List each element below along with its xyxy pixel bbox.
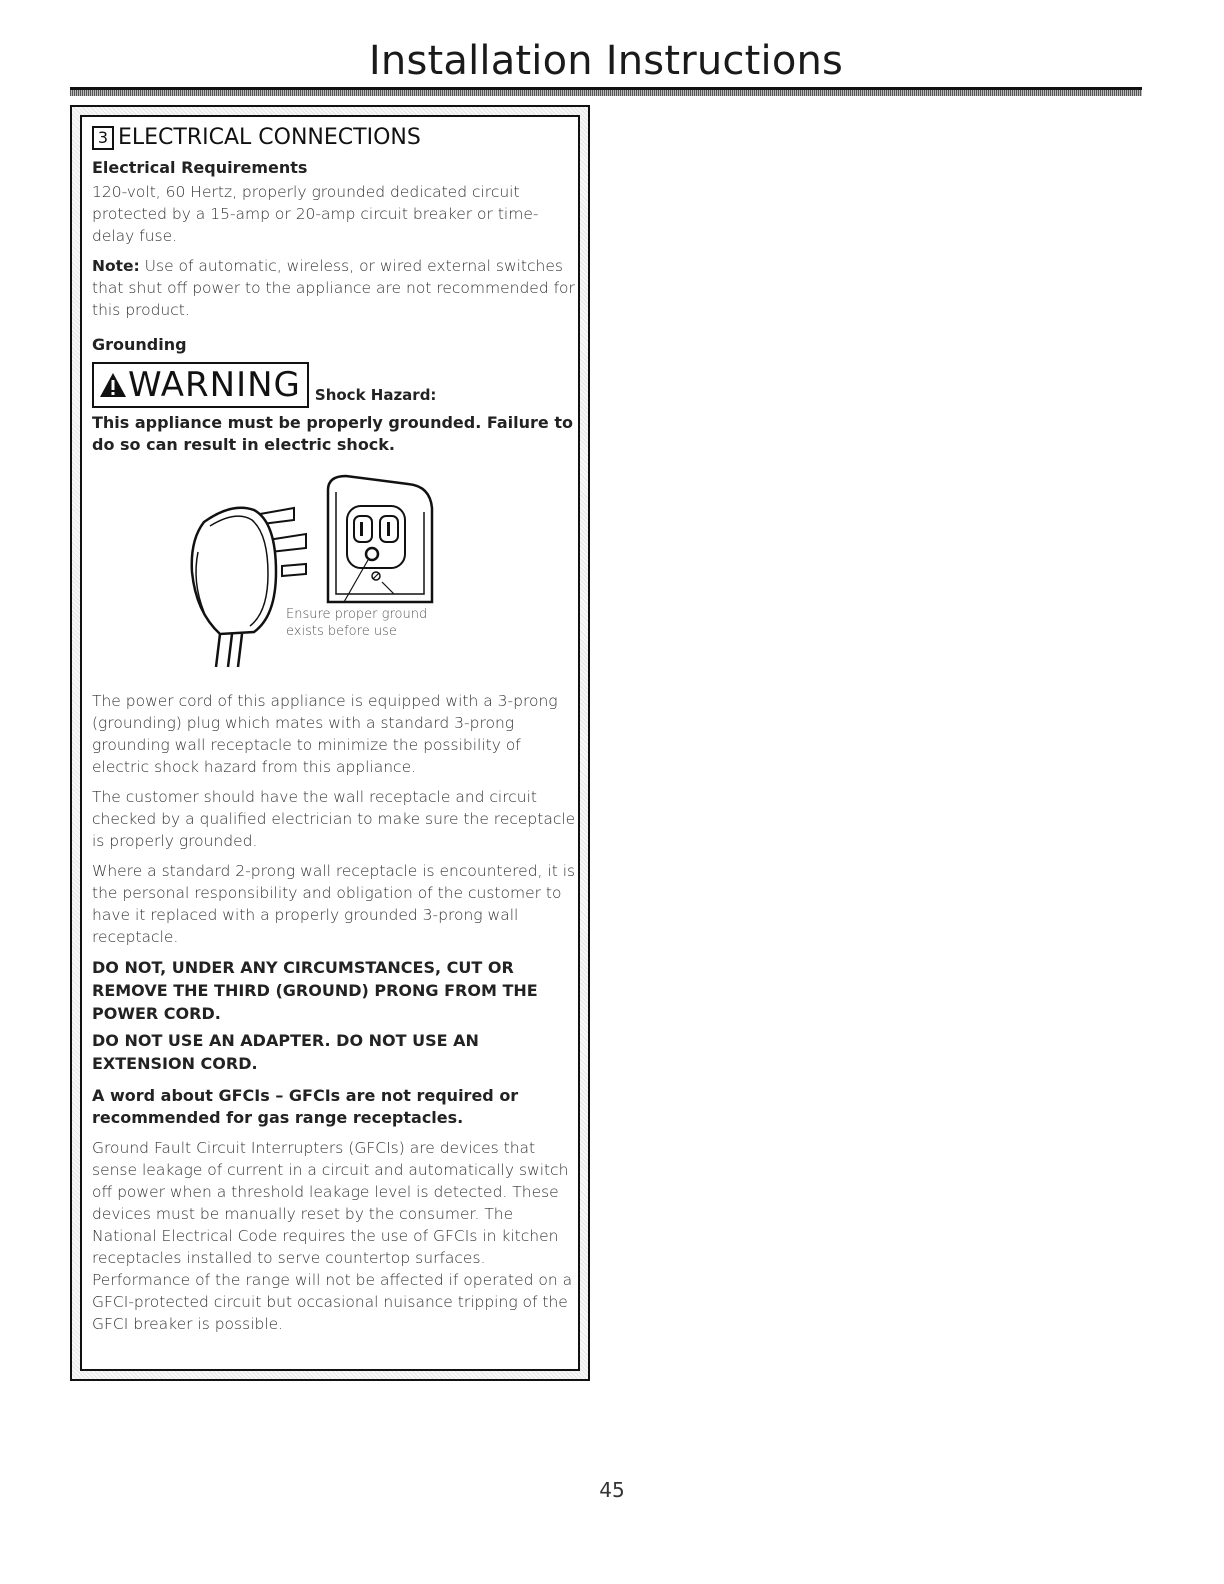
gfci-paragraph: Ground Fault Circuit Interrupters (GFCIs) are devices that sense leakage of current in a circuit and automatically switch off power when a threshold leakage level is detected. These devices must be manually reset by the consumer. The National Electrical Code requires the use of GFCIs in kitchen receptacles installed to serve countertop surfaces. Performance of the range will not be affected if operated on a GFCI-protected circuit but occasional nuisance tripping of the GFCI breaker is possible. [92,1139,573,1333]
warning-text: This appliance must be properly grounded. Failure to do so can result in electric shock. [92,413,573,454]
no-adapter-warning: DO NOT USE AN ADAPTER. DO NOT USE AN EXTENSION CORD. [92,1031,479,1073]
receptacle-check-paragraph: The customer should have the wall receptacle and circuit checked by a qualified electrician to make sure the receptacle is properly grounded. [92,788,576,850]
warning-triangle-icon [98,371,128,399]
caption-line-2: exists before use [286,624,397,639]
warning-row [92,362,578,408]
plug-and-receptacle-drawing [92,462,578,682]
gfci-heading: A word about GFCIs – GFCIs are not required or recommended for gas range receptacles. [92,1086,519,1127]
electrical-requirements-heading: Electrical Requirements [92,158,308,177]
warning-box [92,362,309,408]
do-not-cut-prong-warning: DO NOT, UNDER ANY CIRCUMSTANCES, CUT OR REMOVE THE THIRD (GROUND) PRONG FROM THE POWER CORD. [92,958,538,1023]
section-title-text: ELECTRICAL CONNECTIONS [118,125,421,150]
shock-hazard-label: Shock Hazard: [314,386,437,404]
panel-content [92,125,578,1343]
page-title: Installation Instructions [368,38,844,84]
note-label: Note: [92,257,140,275]
panel-inner [80,115,580,1371]
section-title [92,125,578,150]
grounded-plug-illustration [92,462,578,682]
grounding-heading: Grounding [92,335,187,354]
warning-word: WARNING [128,365,301,405]
two-prong-paragraph: Where a standard 2-prong wall receptacle is encountered, it is the personal responsibility and obligation of the customer to have it replaced with a properly grounded 3-prong wall receptacle. [92,862,576,946]
electrical-connections-panel [70,105,590,1381]
step-number-box: 3 [92,126,114,150]
note-text: Use of automatic, wireless, or wired external switches that shut off power to the appliance are not recommended for this product. [92,257,575,319]
illustration-caption [286,606,427,640]
note-paragraph [92,255,578,321]
electrical-requirements-text: 120-volt, 60 Hertz, properly grounded dedicated circuit protected by a 15-amp or 20-amp circuit breaker or time-delay fuse. [92,183,539,245]
caption-line-1: Ensure proper ground [286,607,428,622]
power-cord-paragraph: The power cord of this appliance is equipped with a 3-prong (grounding) plug which mates with a standard 3-prong grounding wall receptacle to minimize the possibility of electric shock hazard from this appliance. [92,692,558,776]
header-rule [70,87,1142,96]
page-number: 45 [599,1478,625,1502]
